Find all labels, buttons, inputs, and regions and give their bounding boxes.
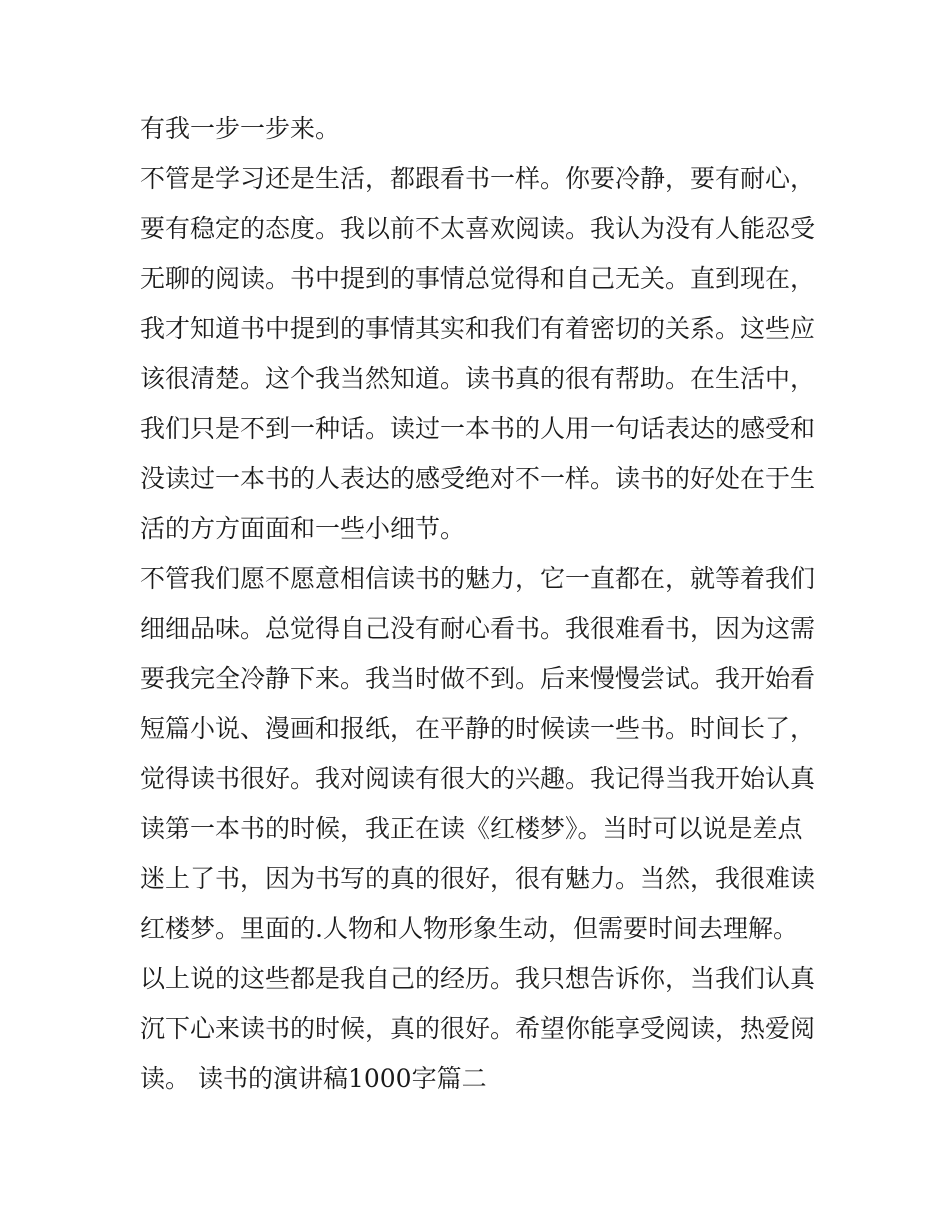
text-line: 有我一步一步来。	[140, 114, 341, 143]
text-line: 觉得读书很好。我对阅读有很大的兴趣。我记得当我开始认真	[140, 764, 816, 793]
text-line: 要我完全冷静下来。我当时做不到。后来慢慢尝试。我开始看	[140, 664, 816, 693]
text-line: 要有稳定的态度。我以前不太喜欢阅读。我认为没有人能忍受	[140, 214, 816, 243]
text-line: 没读过一本书的人表达的感受绝对不一样。读书的好处在于生	[140, 464, 816, 493]
text-line: 短篇小说、漫画和报纸，在平静的时候读一些书。时间长了，	[140, 714, 816, 743]
text-line: 沉下心来读书的时候，真的很好。希望你能享受阅读，热爱阅	[140, 1014, 816, 1043]
text-line: 迷上了书，因为书写的真的很好，很有魅力。当然，我很难读	[140, 864, 816, 893]
text-line: 读。 读书的演讲稿1000字篇二	[140, 1064, 487, 1093]
text-line: 不管我们愿不愿意相信读书的魅力，它一直都在，就等着我们	[140, 564, 816, 593]
text-line: 以上说的这些都是我自己的经历。我只想告诉你，当我们认真	[140, 964, 816, 993]
text-line: 该很清楚。这个我当然知道。读书真的很有帮助。在生活中，	[140, 364, 816, 393]
text-line: 我才知道书中提到的事情其实和我们有着密切的关系。这些应	[140, 314, 816, 343]
text-line: 红楼梦。里面的.人物和人物形象生动，但需要时间去理解。	[140, 914, 798, 943]
text-line: 活的方方面面和一些小细节。	[140, 514, 466, 543]
text-line: 读第一本书的时候，我正在读《红楼梦》。当时可以说是差点	[140, 814, 803, 843]
text-line: 无聊的阅读。书中提到的事情总觉得和自己无关。直到现在，	[140, 264, 816, 293]
text-line: 我们只是不到一种话。读过一本书的人用一句话表达的感受和	[140, 414, 816, 443]
document-body	[140, 109, 820, 1109]
text-line: 不管是学习还是生活，都跟看书一样。你要冷静，要有耐心，	[140, 164, 816, 193]
text-line: 细细品味。总觉得自己没有耐心看书。我很难看书，因为这需	[140, 614, 816, 643]
